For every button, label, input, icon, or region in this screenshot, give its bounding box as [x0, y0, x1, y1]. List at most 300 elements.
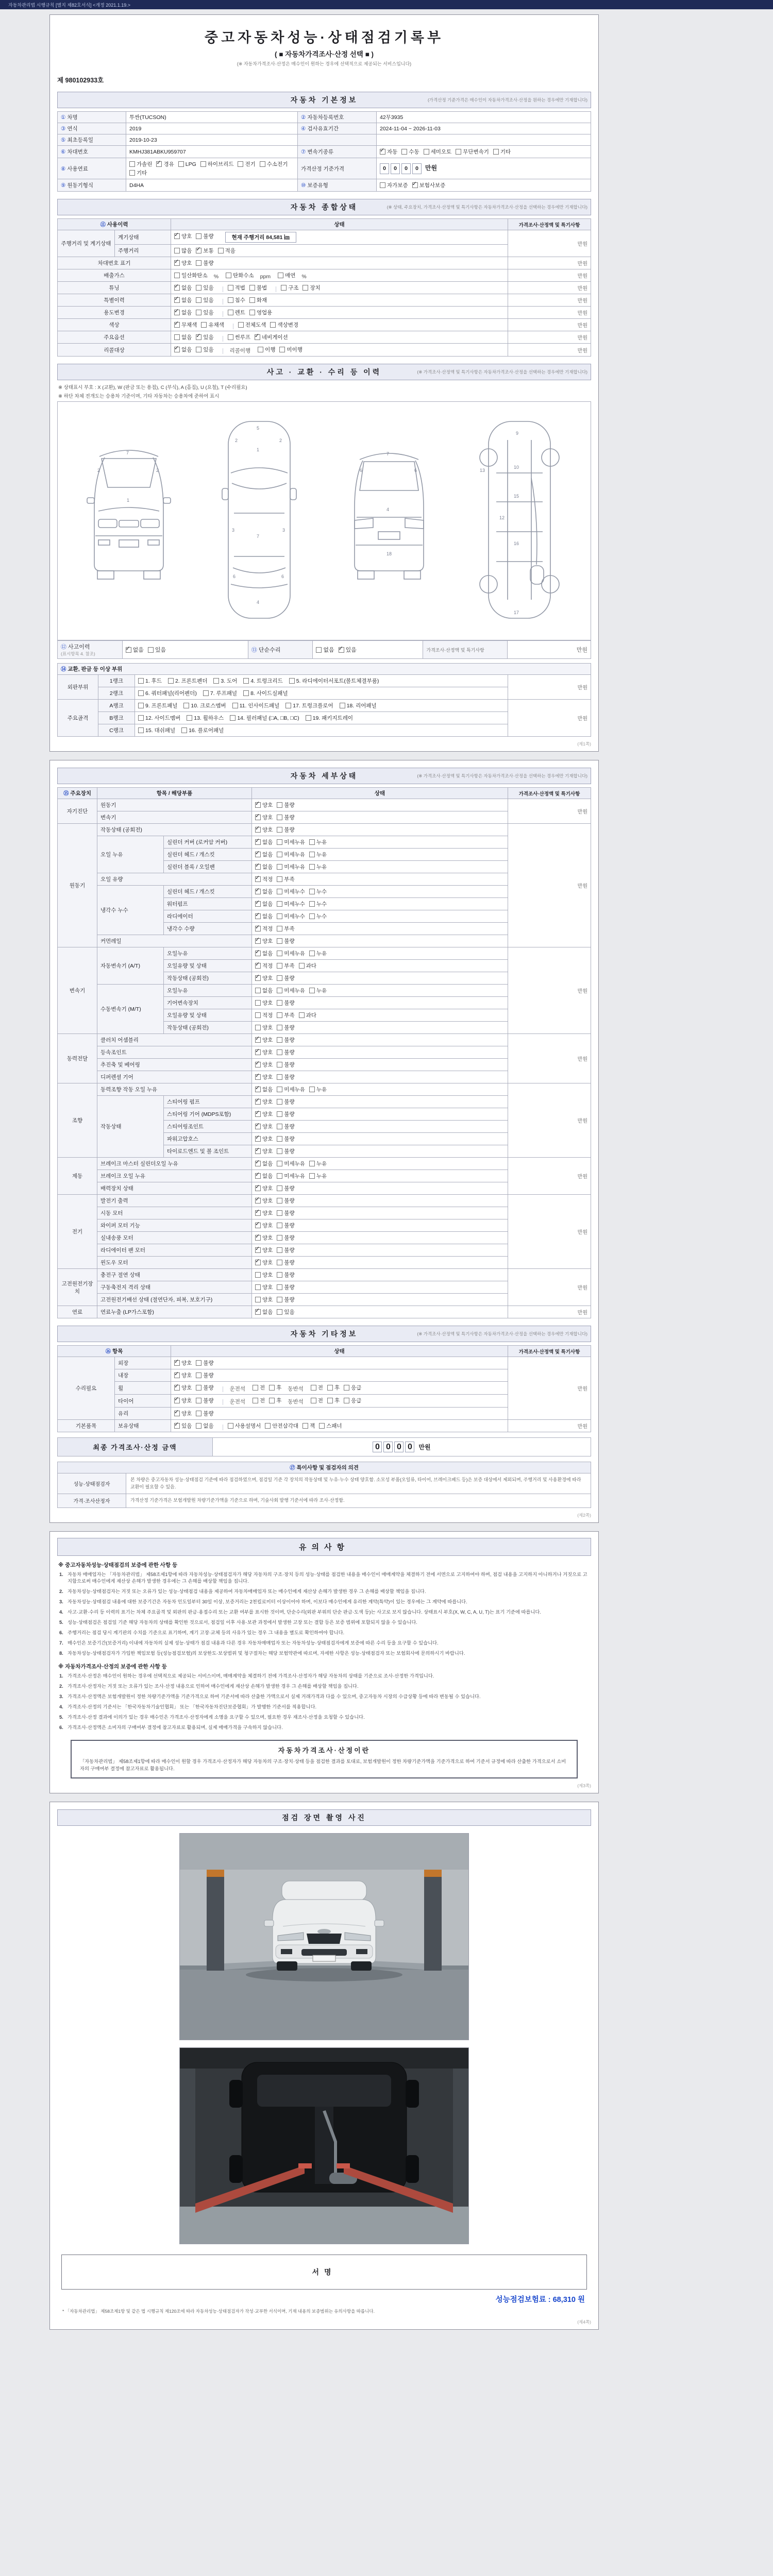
- checkbox-label: 무채색: [181, 322, 197, 328]
- checkbox-부족[interactable]: [277, 925, 294, 933]
- checkbox-있음[interactable]: [174, 1422, 192, 1430]
- checkbox-양호[interactable]: [255, 1234, 273, 1242]
- checkbox-전기[interactable]: [238, 160, 255, 168]
- checkbox-양호[interactable]: [255, 1110, 273, 1118]
- checkbox-후[interactable]: [269, 1397, 281, 1404]
- checkbox-후[interactable]: [327, 1384, 340, 1392]
- checkbox-box-icon: [255, 1049, 261, 1055]
- checkbox-box-icon: [174, 273, 180, 278]
- checkbox-box-icon: [174, 1423, 180, 1429]
- checkbox-미세누유[interactable]: [277, 1172, 305, 1180]
- checkbox-양호[interactable]: [255, 1271, 273, 1279]
- checkbox-3. 도어[interactable]: [213, 677, 237, 685]
- checkbox-적정[interactable]: [255, 962, 273, 970]
- checkbox-불량[interactable]: [196, 259, 213, 267]
- checkbox-불량[interactable]: [277, 1246, 294, 1254]
- checkbox-양호[interactable]: [255, 814, 273, 821]
- checkbox-box-icon: [255, 1247, 261, 1253]
- checkbox-수소전기[interactable]: [260, 160, 288, 168]
- checkbox-미세누유[interactable]: [277, 950, 305, 957]
- table-row: [58, 1420, 591, 1432]
- checkbox-보험사보증[interactable]: [412, 181, 446, 189]
- checkbox-없음[interactable]: [255, 987, 273, 994]
- status-cell: [252, 1281, 508, 1294]
- checkbox-누유[interactable]: [309, 1086, 327, 1093]
- checkbox-불량[interactable]: [277, 1036, 294, 1044]
- checkbox-8. 사이드실패널[interactable]: [243, 689, 288, 697]
- checkbox-불량[interactable]: [196, 1371, 213, 1379]
- checkbox-누유[interactable]: [309, 838, 327, 846]
- checkbox-색상변경[interactable]: [270, 321, 298, 329]
- checkbox-누유[interactable]: [309, 950, 327, 957]
- checkbox-불량[interactable]: [277, 1222, 294, 1229]
- status-cell: [252, 811, 508, 824]
- checkbox-있음[interactable]: [196, 284, 213, 292]
- checkbox-box-icon: [238, 161, 243, 167]
- status-cell: [252, 985, 508, 997]
- checkbox-양호[interactable]: [255, 1098, 273, 1106]
- checkbox-적법[interactable]: [228, 284, 245, 292]
- checkbox-불량[interactable]: [277, 1271, 294, 1279]
- checkbox-불량[interactable]: [277, 1048, 294, 1056]
- table-row: [58, 123, 591, 134]
- checkbox-누수[interactable]: [309, 900, 327, 908]
- checkbox-양호[interactable]: [255, 999, 273, 1007]
- checkbox-양호[interactable]: [255, 1246, 273, 1254]
- status-cell: [252, 873, 508, 886]
- checkbox-누수[interactable]: [309, 912, 327, 920]
- checkbox-화재[interactable]: [249, 296, 267, 304]
- svg-text:13: 13: [480, 468, 485, 473]
- checkbox-13. 휠하우스[interactable]: [187, 714, 224, 722]
- status-cell: [252, 849, 508, 861]
- card-detail-condition: [49, 760, 599, 1523]
- checkbox-불량[interactable]: [277, 1259, 294, 1266]
- checkbox-불량[interactable]: [277, 1147, 294, 1155]
- checkbox-양호[interactable]: [255, 1036, 273, 1044]
- checkbox-누유[interactable]: [309, 1160, 327, 1167]
- checkbox-미세누유[interactable]: [277, 838, 305, 846]
- checkbox-네비게이션[interactable]: [255, 333, 288, 341]
- checkbox-label: 후: [276, 1398, 282, 1404]
- group-label: 원동기: [58, 824, 97, 947]
- checkbox-10. 크로스멤버[interactable]: [183, 702, 226, 709]
- checkbox-없음[interactable]: [255, 1160, 273, 1167]
- checkbox-양호[interactable]: [255, 1259, 273, 1266]
- checkbox-불량[interactable]: [196, 1410, 213, 1417]
- checkbox-가솔린[interactable]: [129, 160, 152, 168]
- accident-summary-table: [57, 640, 591, 659]
- basic-info-table: [57, 111, 591, 192]
- section-comprehensive: [57, 199, 591, 215]
- checkbox-label: 세미오토: [430, 149, 452, 155]
- checkbox-box-icon: [174, 334, 180, 340]
- svg-text:16: 16: [514, 541, 519, 546]
- checkbox-응급[interactable]: [344, 1384, 361, 1392]
- checkbox-1. 후드[interactable]: [138, 677, 162, 685]
- checkbox-양호[interactable]: [174, 259, 192, 267]
- section-basic-info-note: (가격산정 기준가격은 매수인이 자동차가격조사·산정을 원하는 경우에만 기재합니다): [427, 97, 587, 103]
- checkbox-label: 불량: [284, 1124, 295, 1130]
- checkbox-전[interactable]: [311, 1384, 323, 1392]
- checkbox-누유[interactable]: [309, 1172, 327, 1180]
- checkbox-없음[interactable]: [255, 1172, 273, 1180]
- checkbox-누유[interactable]: [309, 851, 327, 858]
- checkbox-후[interactable]: [269, 1384, 281, 1392]
- item-label: 클러치 어셈블리: [97, 1034, 252, 1046]
- price-cell: 만원: [508, 331, 591, 344]
- checkbox-16. 플로어패널[interactable]: [181, 726, 224, 734]
- checkbox-유채색[interactable]: [201, 321, 224, 329]
- checkbox-적정[interactable]: [255, 925, 273, 933]
- checkbox-불량[interactable]: [277, 1024, 294, 1031]
- checkbox-썬루프[interactable]: [228, 333, 250, 341]
- checkbox-미세누유[interactable]: [277, 851, 305, 858]
- checkbox-양호[interactable]: [255, 1197, 273, 1205]
- checkbox-box-icon: [174, 260, 180, 266]
- checkbox-미세누유[interactable]: [277, 987, 305, 994]
- checkbox-일산화탄소[interactable]: [174, 272, 208, 279]
- checkbox-label: 적정: [262, 876, 273, 883]
- page-subtitle: ( ■ 자동차가격조사·산정 선택 ■ ): [275, 50, 374, 58]
- checkbox-불량[interactable]: [277, 1234, 294, 1242]
- table-row: [58, 179, 591, 192]
- checkbox-label: 없음: [262, 839, 273, 845]
- price-cell: 만원: [508, 294, 591, 307]
- checkbox-불량[interactable]: [277, 1209, 294, 1217]
- checkbox-있음[interactable]: [196, 309, 213, 316]
- checkbox-7. 루프패널[interactable]: [203, 689, 237, 697]
- checkbox-기타[interactable]: [129, 169, 147, 177]
- checkbox-box-icon: [196, 1423, 201, 1429]
- checkbox-양호[interactable]: [255, 937, 273, 945]
- checkbox-누유[interactable]: [309, 863, 327, 871]
- checkbox-label: 스패너: [326, 1423, 342, 1429]
- status-text: 운전석: [229, 1399, 246, 1405]
- checkbox-label: 무단변속기: [463, 149, 489, 155]
- checkbox-매연[interactable]: [278, 272, 295, 279]
- checkbox-부족[interactable]: [277, 875, 294, 883]
- checkbox-box-icon: [196, 297, 201, 303]
- checkbox-불량[interactable]: [196, 1359, 213, 1367]
- checkbox-15. 대쉬패널[interactable]: [138, 726, 175, 734]
- checkbox-미이행[interactable]: [279, 346, 302, 353]
- checkbox-양호[interactable]: [174, 1410, 192, 1417]
- checkbox-잭[interactable]: [303, 1422, 315, 1430]
- checkbox-label: 있음: [203, 347, 214, 353]
- checkbox-없음[interactable]: [255, 888, 273, 895]
- checkbox-LPG[interactable]: [178, 161, 196, 167]
- table-row: [58, 230, 591, 245]
- checkbox-안전삼각대[interactable]: [265, 1422, 298, 1430]
- checkbox-없음[interactable]: [255, 1308, 273, 1316]
- checkbox-label: 영업용: [256, 310, 273, 316]
- checkbox-양호[interactable]: [255, 801, 273, 809]
- opinion-text: 본 차량은 중고자동차 성능·상태점검 기준에 따라 점검하였으며, 점검일 기준 각 장치의 작동상태 및 누유·누수 상태 양호함. 소모성 부품(오일류, 타이어, 브레이크패드 등)은 보증 대상에서 제외되며, 주행거리 및 사용환경에 따라 교환이 필요할 수 있음.: [126, 1473, 591, 1494]
- checkbox-불량[interactable]: [277, 1073, 294, 1081]
- checkbox-box-icon: [277, 1247, 282, 1253]
- checkbox-양호[interactable]: [255, 1061, 273, 1069]
- checkbox-불량[interactable]: [277, 1184, 294, 1192]
- checkbox-양호[interactable]: [255, 1147, 273, 1155]
- svg-text:6: 6: [360, 468, 363, 473]
- checkbox-label: 이행: [265, 347, 276, 353]
- checkbox-구조[interactable]: [281, 284, 298, 292]
- item-label: 추진축 및 베어링: [97, 1059, 252, 1071]
- checkbox-양호[interactable]: [174, 1359, 192, 1367]
- checkbox-불량[interactable]: [277, 999, 294, 1007]
- checkbox-양호[interactable]: [255, 1073, 273, 1081]
- checkbox-box-icon: [228, 297, 233, 303]
- checkbox-양호[interactable]: [255, 1024, 273, 1031]
- sub-item-label: 워터펌프: [164, 898, 252, 910]
- checkbox-양호[interactable]: [174, 1371, 192, 1379]
- checkbox-불량[interactable]: [196, 1397, 213, 1404]
- checkbox-label: 없음: [262, 951, 273, 957]
- checkbox-있음[interactable]: [196, 333, 213, 341]
- checkbox-label: 4. 트렁크리드: [250, 678, 283, 684]
- parts-cell: [135, 700, 508, 712]
- checkbox-과다[interactable]: [299, 962, 316, 970]
- status-cell: [252, 1046, 508, 1059]
- checkbox-수동[interactable]: [401, 148, 419, 156]
- checkbox-18. 리어패널[interactable]: [340, 702, 377, 709]
- checkbox-많음[interactable]: [174, 247, 192, 255]
- checkbox-불량[interactable]: [196, 232, 213, 240]
- group-label: 연료: [58, 1306, 97, 1318]
- checkbox-응급[interactable]: [344, 1397, 361, 1404]
- car-diagram-top-view: [198, 410, 321, 632]
- checkbox-box-icon: [277, 951, 282, 956]
- status-cell: [252, 1009, 508, 1022]
- checkbox-이행[interactable]: [258, 346, 275, 353]
- checkbox-box-icon: [277, 1012, 282, 1018]
- table-row: [58, 319, 591, 331]
- checkbox-9. 프론트패널[interactable]: [138, 702, 177, 709]
- checkbox-전[interactable]: [253, 1397, 265, 1404]
- checkbox-자가보증[interactable]: [380, 181, 408, 189]
- checkbox-양호[interactable]: [174, 1397, 192, 1404]
- status-text: 동반석: [288, 1386, 304, 1392]
- checkbox-불량[interactable]: [277, 1110, 294, 1118]
- checkbox-양호[interactable]: [255, 1222, 273, 1229]
- checkbox-있음[interactable]: [196, 346, 213, 353]
- checkbox-스패너[interactable]: [319, 1422, 342, 1430]
- checkbox-17. 트렁크플로어[interactable]: [285, 702, 333, 709]
- checkbox-전체도색[interactable]: [238, 321, 266, 329]
- sub-item-label: 스티어링조인트: [164, 1121, 252, 1133]
- checkbox-불량[interactable]: [277, 1296, 294, 1303]
- checkbox-불량[interactable]: [277, 1061, 294, 1069]
- checkbox-box-icon: [196, 1385, 201, 1391]
- checkbox-label: 없음: [203, 1423, 214, 1429]
- checkbox-box-icon: [255, 963, 261, 969]
- status-cell: [252, 1133, 508, 1145]
- checkbox-label: 누수: [316, 889, 327, 895]
- checkbox-있음[interactable]: [277, 1308, 294, 1316]
- status-text: 동반석: [288, 1399, 304, 1405]
- warranty-options: [377, 179, 591, 192]
- status-cell: [171, 282, 508, 294]
- table-row: [58, 824, 591, 836]
- checkbox-label: 양호: [262, 1000, 273, 1006]
- checkbox-양호[interactable]: [174, 232, 192, 240]
- checkbox-label: 보험사보증: [419, 182, 446, 189]
- checkbox-후[interactable]: [327, 1397, 340, 1404]
- checkbox-과다[interactable]: [299, 1011, 316, 1019]
- checkbox-불량[interactable]: [277, 826, 294, 834]
- checkbox-미세누수[interactable]: [277, 888, 305, 895]
- price-digit: 0: [373, 1442, 382, 1452]
- checkbox-6. 쿼터패널(리어펜더)[interactable]: [138, 689, 197, 697]
- checkbox-양호[interactable]: [255, 1209, 273, 1217]
- checkbox-없음[interactable]: [174, 284, 192, 292]
- checkbox-box-icon: [126, 647, 131, 653]
- checkbox-부족[interactable]: [277, 1011, 294, 1019]
- checkbox-box-icon: [279, 347, 285, 352]
- checkbox-label: 전: [260, 1398, 265, 1404]
- checkbox-세미오토[interactable]: [424, 148, 452, 156]
- checkbox-보통[interactable]: [196, 247, 213, 255]
- checkbox-양호[interactable]: [255, 1048, 273, 1056]
- checkbox-없음[interactable]: [255, 900, 273, 908]
- notice-section2-title: ※ 자동차가격조사·산정의 보증에 관한 사항 등: [58, 1663, 167, 1670]
- checkbox-box-icon: [309, 913, 315, 919]
- checkbox-box-icon: [277, 1000, 282, 1006]
- base-price-unit: 만원: [425, 164, 438, 172]
- checkbox-장치[interactable]: [303, 284, 320, 292]
- checkbox-부족[interactable]: [277, 962, 294, 970]
- checkbox-없음[interactable]: [255, 950, 273, 957]
- checkbox-없음[interactable]: [196, 1422, 213, 1430]
- checkbox-양호[interactable]: [255, 1283, 273, 1291]
- checkbox-미세누수[interactable]: [277, 900, 305, 908]
- checkbox-없음[interactable]: [174, 309, 192, 316]
- checkbox-box-icon: [277, 815, 282, 820]
- checkbox-14. 필러패널 (□A, □B, □C)[interactable]: [230, 714, 299, 722]
- checkbox-없음[interactable]: [255, 912, 273, 920]
- checkbox-하이브리드[interactable]: [200, 160, 234, 168]
- checkbox-렌트[interactable]: [228, 309, 245, 316]
- engine-value: D4HA: [126, 179, 298, 192]
- checkbox-누수[interactable]: [309, 888, 327, 895]
- checkbox-19. 패키지트레이[interactable]: [306, 714, 353, 722]
- checkbox-label: 보통: [203, 248, 214, 254]
- checkbox-4. 트렁크리드[interactable]: [243, 677, 282, 685]
- checkbox-불량[interactable]: [277, 974, 294, 982]
- checkbox-누유[interactable]: [309, 987, 327, 994]
- checkbox-없음[interactable]: [255, 1086, 273, 1093]
- item-label: 타이어: [115, 1395, 171, 1408]
- checkbox-box-icon: [277, 1037, 282, 1043]
- checkbox-label: 누수: [316, 913, 327, 920]
- checkbox-있음[interactable]: [339, 646, 357, 654]
- checkbox-경유[interactable]: [156, 160, 174, 168]
- checkbox-box-icon: [255, 889, 261, 894]
- table-header-row: ⑪ 사용이력 상태 가격조사·산정액 및 특기사항: [58, 219, 591, 230]
- checkbox-불량[interactable]: [277, 814, 294, 821]
- checkbox-있음[interactable]: [148, 646, 166, 654]
- checkbox-없음[interactable]: [255, 863, 273, 871]
- checkbox-전[interactable]: [311, 1397, 323, 1404]
- checkbox-있음[interactable]: [196, 296, 213, 304]
- checkbox-자동[interactable]: [380, 148, 397, 156]
- checkbox-불법[interactable]: [249, 284, 267, 292]
- checkbox-없음[interactable]: [126, 646, 144, 654]
- checkbox-불량[interactable]: [277, 1283, 294, 1291]
- checkbox-없음[interactable]: [174, 296, 192, 304]
- checkbox-양호[interactable]: [174, 1384, 192, 1392]
- notice-item: 7. 매수인은 보증기간(보증거리) 이내에 자동차의 실제 성능·상태가 점검 내용과 다른 경우 자동차매매업자 또는 자동차성능·상태점검자에게 보증에 따른 수리 등을 요구할 수 있습니다.: [59, 1640, 439, 1646]
- checkbox-양호[interactable]: [255, 1296, 273, 1303]
- checkbox-box-icon: [277, 938, 282, 944]
- checkbox-적정[interactable]: [255, 1011, 273, 1019]
- checkbox-없음[interactable]: [255, 851, 273, 858]
- checkbox-적정[interactable]: [255, 875, 273, 883]
- checkbox-양호[interactable]: [255, 826, 273, 834]
- checkbox-label: 누유: [316, 1161, 327, 1167]
- item-label: 구동축전지 격리 상태: [97, 1281, 252, 1294]
- section-basic-info-title: 자동차 기본정보: [290, 96, 358, 104]
- price-digit: 0: [391, 163, 400, 174]
- table-row: [58, 331, 591, 344]
- checkbox-무채색[interactable]: [174, 321, 197, 329]
- checkbox-label: 있음: [181, 1423, 192, 1429]
- checkbox-양호[interactable]: [255, 1184, 273, 1192]
- item-label: 계기상태: [115, 230, 171, 245]
- checkbox-전[interactable]: [253, 1384, 265, 1392]
- checkbox-침수[interactable]: [228, 296, 245, 304]
- checkbox-없음[interactable]: [174, 346, 192, 353]
- checkbox-영업용[interactable]: [249, 309, 272, 316]
- checkbox-양호[interactable]: [255, 974, 273, 982]
- checkbox-사용설명서[interactable]: [228, 1422, 261, 1430]
- checkbox-불량[interactable]: [277, 1197, 294, 1205]
- checkbox-없음[interactable]: [255, 838, 273, 846]
- checkbox-불량[interactable]: [277, 1098, 294, 1106]
- checkbox-label: 적음: [225, 248, 236, 254]
- checkbox-불량[interactable]: [277, 801, 294, 809]
- checkbox-2. 프론트펜더[interactable]: [168, 677, 207, 685]
- checkbox-11. 인사이드패널[interactable]: [232, 702, 280, 709]
- checkbox-미세누수[interactable]: [277, 912, 305, 920]
- checkbox-탄화수소[interactable]: [226, 272, 254, 279]
- checkbox-양호[interactable]: [255, 1135, 273, 1143]
- checkbox-label: 누유: [316, 951, 327, 957]
- checkbox-12. 사이드멤버[interactable]: [138, 714, 180, 722]
- final-price-band: [57, 1437, 591, 1456]
- checkbox-적음[interactable]: [218, 247, 236, 255]
- checkbox-label: 양호: [181, 233, 192, 240]
- checkbox-양호[interactable]: [255, 1123, 273, 1130]
- checkbox-없음[interactable]: [174, 333, 192, 341]
- checkbox-불량[interactable]: [277, 1135, 294, 1143]
- checkbox-불량[interactable]: [277, 1123, 294, 1130]
- simple-repair-options: [313, 641, 423, 659]
- checkbox-불량[interactable]: [196, 1384, 213, 1392]
- checkbox-무단변속기[interactable]: [456, 148, 489, 156]
- checkbox-기타[interactable]: [493, 148, 511, 156]
- group-label: 차대번호 표기: [58, 257, 171, 269]
- checkbox-box-icon: [255, 876, 261, 882]
- checkbox-box-icon: [303, 1423, 308, 1429]
- checkbox-미세누유[interactable]: [277, 1160, 305, 1167]
- checkbox-불량[interactable]: [277, 937, 294, 945]
- checkbox-미세누유[interactable]: [277, 863, 305, 871]
- checkbox-미세누유[interactable]: [277, 1086, 305, 1093]
- checkbox-5. 라디에이터서포트(볼트체결부품)[interactable]: [289, 677, 379, 685]
- checkbox-없음[interactable]: [316, 646, 334, 654]
